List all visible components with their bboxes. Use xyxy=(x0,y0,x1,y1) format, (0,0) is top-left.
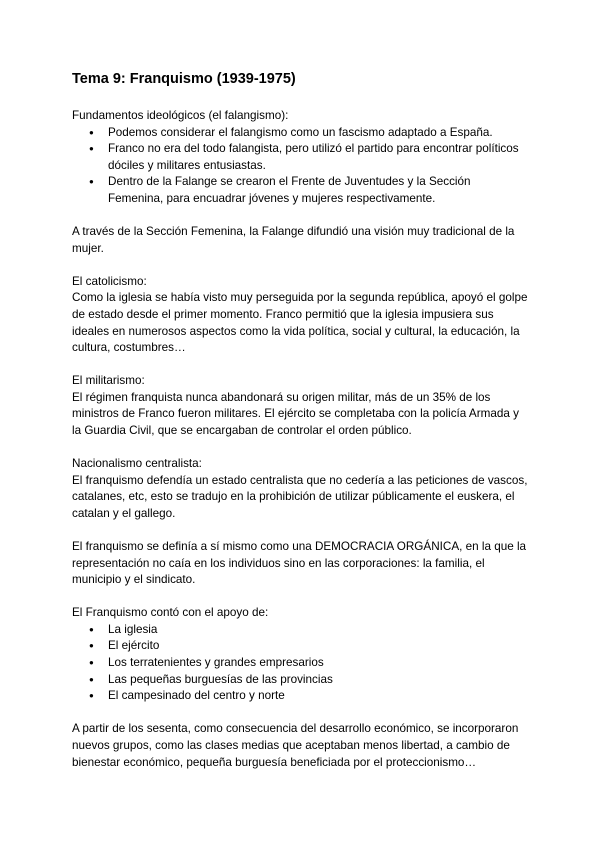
list-item: ● Las pequeñas burguesías de las provincias xyxy=(108,672,528,689)
list-item: ● Los terratenientes y grandes empresarios xyxy=(108,655,528,672)
section-nacionalismo xyxy=(72,456,528,522)
catolicismo-heading: El catolicismo: xyxy=(72,274,147,288)
apoyos-heading: El Franquismo contó con el apoyo de: xyxy=(72,606,269,620)
catolicismo-text: Como la iglesia se había visto muy perseguida por la segunda república, apoyó el golpe de estado desde el primer momento. Franco permitió que la iglesia impusiera sus ideales en numerosos aspectos como la vida política, social y cultural, la educación, la cultura, costumbres… xyxy=(72,291,528,355)
sesenta-paragraph: A partir de los sesenta, como consecuencia del desarrollo económico, se incorporaron nuevos grupos, como las clases medias que aceptaban menos libertad, a cambio de bienestar económico, pequeña burguesía beneficiada por el proteccionismo… xyxy=(72,722,519,769)
list-item: ● El campesinado del centro y norte xyxy=(108,688,528,705)
militarismo-heading: El militarismo: xyxy=(72,374,145,388)
nacionalismo-text: El franquismo defendía un estado centralista que no cedería a las peticiones de vascos, catalanes, etc, esto se tradujo en la prohibición de utilizar públicamente el euskera, el catalan y el gallego. xyxy=(72,473,528,520)
section-fundamentos xyxy=(72,108,528,208)
document-title: Tema 9: Franquismo (1939-1975) xyxy=(72,71,296,87)
list-item: ● Podemos considerar el falangismo como un fascismo adaptado a España. xyxy=(108,125,528,142)
section-catolicismo xyxy=(72,274,528,357)
section-apoyos xyxy=(72,605,528,705)
apoyos-list xyxy=(72,622,528,705)
fundamentos-heading: Fundamentos ideológicos (el falangismo): xyxy=(72,109,289,122)
list-item: ● Franco no era del todo falangista, pero utilizó el partido para encontrar políticos dóciles y militares entusiastas. xyxy=(108,141,528,174)
seccion-femenina-paragraph: A través de la Sección Femenina, la Falange difundió una visión muy tradicional de la mujer. xyxy=(72,225,515,255)
nacionalismo-heading: Nacionalismo centralista: xyxy=(72,457,202,471)
section-militarismo xyxy=(72,373,528,439)
list-item: ● La iglesia xyxy=(108,622,528,639)
democracia-organica-paragraph: El franquismo se definía a sí mismo como una DEMOCRACIA ORGÁNICA, en la que la representación no caía en los individuos sino en las corporaciones: la familia, el municipio y el sindicato. xyxy=(72,539,527,587)
list-item: ● El ejército xyxy=(108,638,528,655)
militarismo-text: El régimen franquista nunca abandonará su origen militar, más de un 35% de los ministros de Franco fueron militares. El ejército se completaba con la policía Armada y la Guardia Civil, que se encargaban de controlar el orden público. xyxy=(72,390,519,437)
list-item: ● Dentro de la Falange se crearon el Frente de Juventudes y la Sección Femenina, para encuadrar jóvenes y mujeres respectivamente. xyxy=(108,174,528,207)
fundamentos-list xyxy=(72,125,528,208)
